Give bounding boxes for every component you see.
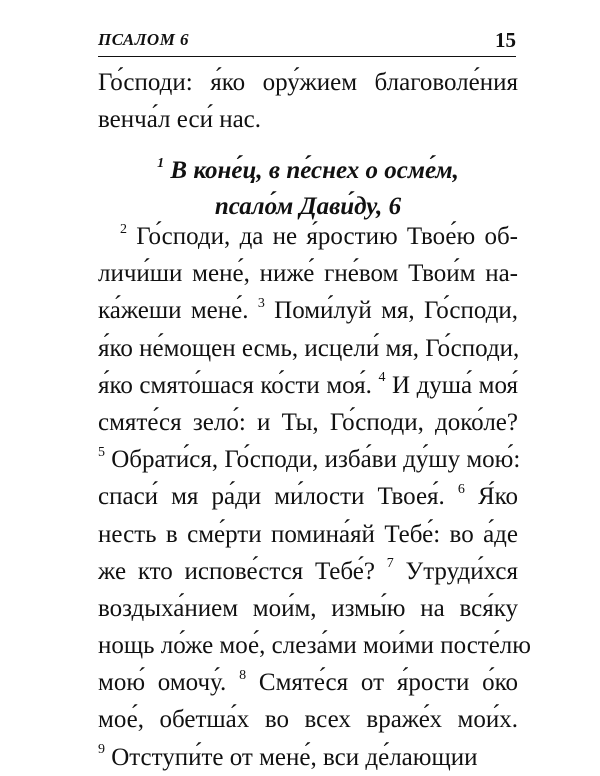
line-text: И душа́ моя́ bbox=[391, 371, 519, 399]
page-header bbox=[98, 30, 516, 56]
verse-number: 4 bbox=[378, 370, 386, 386]
text-line bbox=[98, 590, 518, 627]
verse-number: 8 bbox=[239, 667, 247, 683]
text-line: венча́л еси́ нас. bbox=[98, 106, 262, 134]
text-line bbox=[98, 664, 518, 701]
line-text: несть в сме́рти помина́яй Тебе́: во а́де bbox=[98, 520, 518, 548]
line-text: Я́ко bbox=[477, 483, 518, 511]
verse-number: 6 bbox=[457, 481, 465, 497]
running-title: ПСАЛОМ 6 bbox=[98, 30, 190, 49]
text-line bbox=[98, 292, 518, 329]
psalm-body bbox=[98, 218, 531, 776]
line-text: Поми́луй мя, Го́споди, bbox=[274, 297, 518, 325]
line-text: ка́жеши мене́. bbox=[98, 297, 249, 325]
line-text: Утруди́хся bbox=[405, 557, 518, 585]
line-text: нощь ло́же мое́, слеза́ми мои́ми посте́лю bbox=[98, 632, 531, 660]
line-text: воздыха́нием мои́м, измы́ю на вся́ку bbox=[98, 594, 518, 622]
header-rule bbox=[98, 56, 516, 57]
verse-number: 3 bbox=[257, 296, 265, 312]
text-line bbox=[98, 739, 518, 776]
text-line bbox=[98, 255, 518, 292]
heading-text: В коне́ц, в пе́снех о осме́м, bbox=[170, 157, 459, 184]
intro-text bbox=[98, 64, 518, 138]
psalm-heading bbox=[98, 153, 518, 225]
text-line bbox=[98, 553, 518, 590]
line-text: Го́споди, да не я́ростию Твое́ю об- bbox=[136, 223, 518, 250]
text-line bbox=[98, 516, 518, 553]
verse-number: 1 bbox=[157, 155, 165, 171]
heading-line-2: псало́м Дави́ду, 6 bbox=[214, 193, 402, 220]
line-text: мое́, обетша́х во всех враже́х мои́х. bbox=[98, 706, 518, 734]
text-line bbox=[98, 701, 518, 738]
text-line bbox=[98, 218, 518, 255]
line-text: я́ко смято́шася ко́сти моя́. bbox=[98, 371, 372, 399]
text-line bbox=[98, 367, 518, 404]
verse-number: 5 bbox=[98, 444, 105, 460]
verse-number: 7 bbox=[386, 556, 394, 572]
verse-number: 2 bbox=[120, 221, 127, 237]
line-text: спаси́ мя ра́ди ми́лости Твоея́. bbox=[98, 483, 445, 511]
line-text: личи́ши мене́, ниже́ гне́вом Твои́м на- bbox=[98, 260, 518, 288]
line-text: Обрати́ся, Го́споди, изба́ви ду́шу мою́: bbox=[111, 446, 521, 474]
text-line bbox=[98, 441, 521, 478]
text-line bbox=[98, 404, 518, 441]
line-text: же кто испове́стся Тебе́? bbox=[98, 557, 375, 585]
heading-line-1 bbox=[98, 153, 518, 189]
text-line bbox=[98, 330, 518, 367]
verse-number: 9 bbox=[98, 742, 105, 758]
line-text: Отступи́те от мене́, вси де́лающии bbox=[111, 743, 478, 771]
line-text: я́ко не́мощен есмь, исцели́ мя, Го́споди, bbox=[98, 334, 520, 362]
line-text: мою́ омочу́. bbox=[98, 669, 227, 697]
text-line bbox=[98, 627, 531, 664]
text-line bbox=[98, 478, 518, 515]
line-text: смяте́ся зело́: и Ты, Го́споди, доко́ле? bbox=[98, 408, 518, 436]
page-number: 15 bbox=[495, 28, 516, 52]
text-line: Го́споди: я́ко ору́жием благоволе́ния bbox=[98, 69, 518, 96]
line-text: Смяте́ся от я́рости о́ко bbox=[258, 669, 519, 697]
